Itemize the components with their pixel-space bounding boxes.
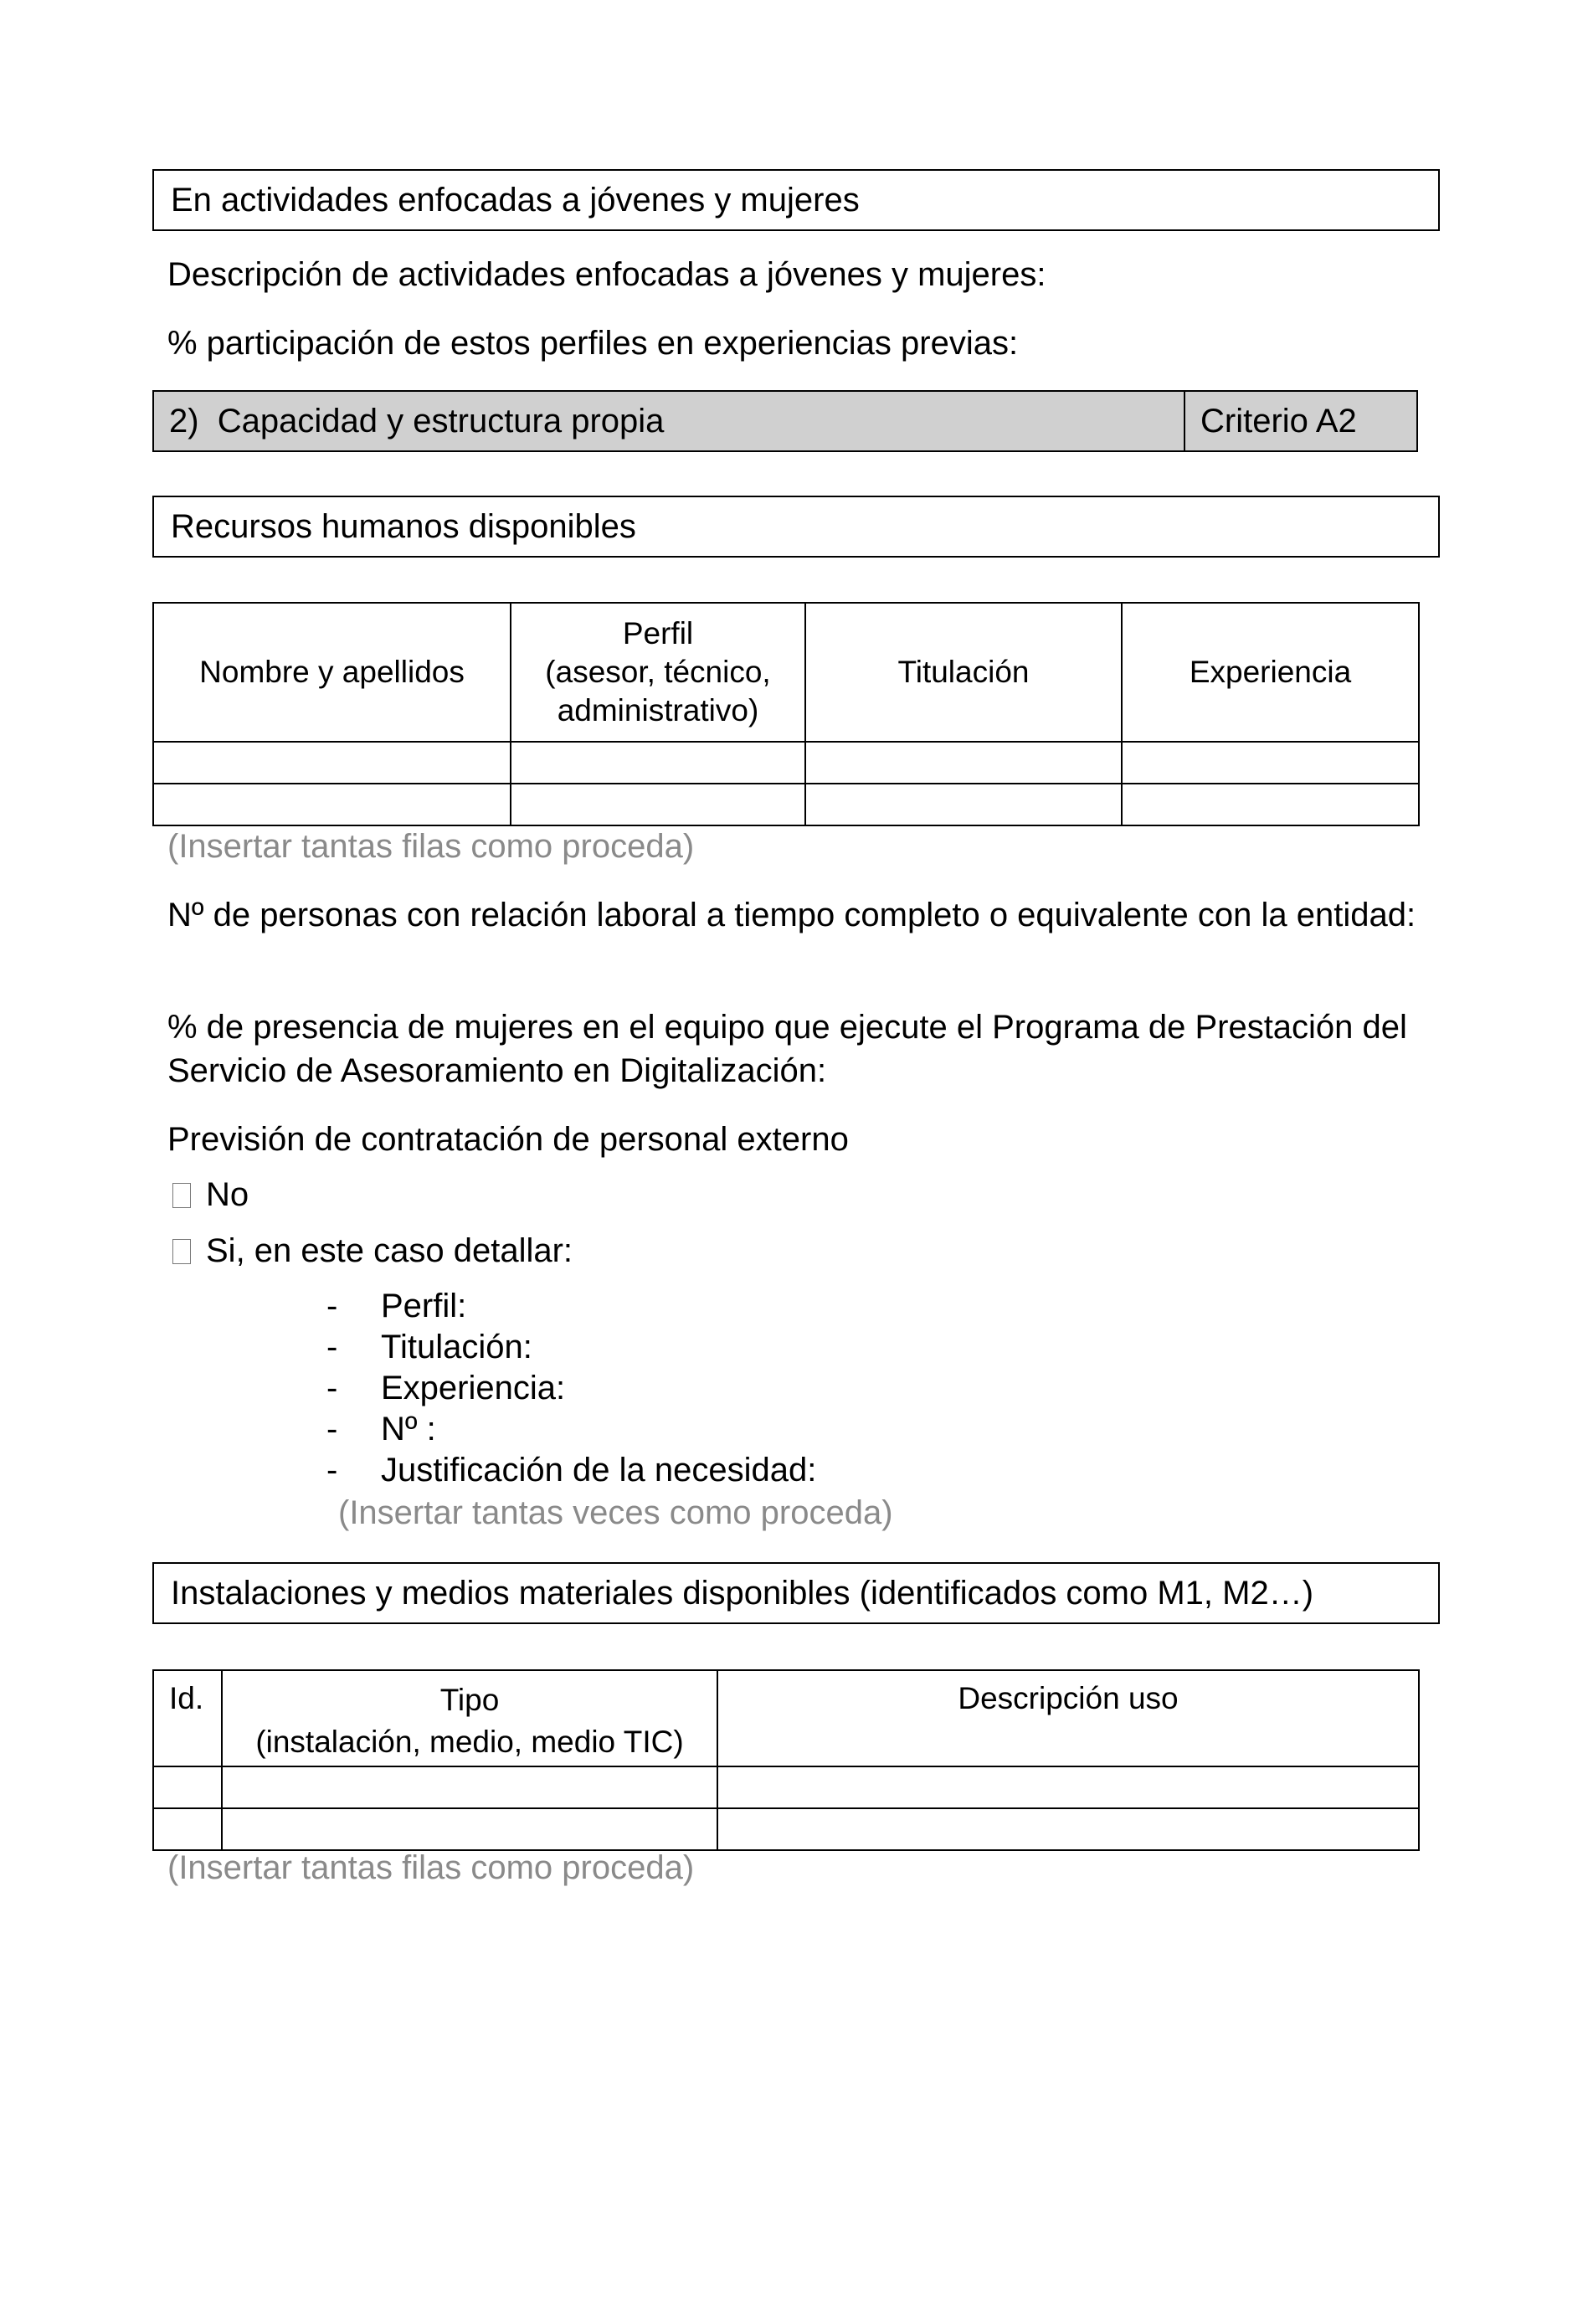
participation-label: % participación de estos perfiles en experiencias previas: — [167, 325, 1019, 362]
human-resources-title: Recursos humanos disponibles — [171, 508, 636, 545]
header-type-line2: (instalación, medio, medio TIC) — [255, 1725, 684, 1759]
table-row — [153, 742, 1419, 784]
table-cell[interactable] — [222, 1808, 717, 1850]
table-cell[interactable] — [805, 742, 1122, 784]
insert-times-note: (Insertar tantas veces como proceda) — [338, 1494, 893, 1531]
table-row — [153, 1808, 1419, 1850]
header-id — [153, 1670, 222, 1766]
section-header — [152, 390, 1418, 452]
table-row — [153, 1766, 1419, 1808]
hiring-details-list — [326, 1286, 816, 1491]
external-hiring-label: Previsión de contratación de personal externo — [167, 1121, 849, 1158]
facilities-title: Instalaciones y medios materiales disponibles (identificados como M1, M2…) — [171, 1575, 1314, 1612]
option-no-label: No — [206, 1176, 249, 1213]
option-yes-label: Si, en este caso detallar: — [206, 1232, 573, 1269]
list-item: - Justificación de la necesidad: — [326, 1452, 817, 1488]
people-count-label: Nº de personas con relación laboral a tiempo completo o equivalente con la entidad: — [167, 897, 1416, 933]
women-presence-label: % de presencia de mujeres en el equipo que ejecute el Programa de Prestación del Servicio de Asesoramiento en Digitalización: — [167, 1009, 1407, 1089]
header-profile-line1: Perfil — [622, 616, 694, 650]
header-name: Nombre y apellidos — [153, 603, 511, 742]
checkbox-icon[interactable] — [172, 1183, 191, 1208]
human-resources-box — [152, 496, 1440, 558]
table-cell[interactable] — [153, 742, 511, 784]
youth-women-activities-title: En actividades enfocadas a jóvenes y mujeres — [171, 182, 860, 219]
facilities-table — [152, 1669, 1420, 1851]
table-cell[interactable] — [511, 784, 805, 825]
detail-profile: Perfil: — [381, 1288, 467, 1324]
list-item: - Perfil: — [326, 1288, 467, 1324]
section-title — [154, 392, 1185, 450]
header-type-line1: Tipo — [439, 1683, 500, 1717]
detail-number: Nº : — [381, 1411, 436, 1447]
human-resources-table — [152, 602, 1420, 826]
activities-description-label: Descripción de actividades enfocadas a jóvenes y mujeres: — [167, 256, 1046, 293]
criterion-text: Criterio A2 — [1200, 403, 1357, 440]
table-header-row — [153, 603, 1419, 742]
table-cell[interactable] — [153, 784, 511, 825]
header-description — [717, 1670, 1419, 1766]
option-no[interactable] — [172, 1174, 249, 1216]
detail-justification: Justificación de la necesidad: — [381, 1452, 817, 1488]
table-header-row — [153, 1670, 1419, 1766]
header-experience: Experiencia — [1122, 603, 1419, 742]
facilities-box — [152, 1562, 1440, 1624]
header-profile — [511, 603, 805, 742]
table-cell[interactable] — [805, 784, 1122, 825]
table-cell[interactable] — [153, 1808, 222, 1850]
table-cell[interactable] — [511, 742, 805, 784]
table-cell[interactable] — [222, 1766, 717, 1808]
list-item: - Titulación: — [326, 1329, 532, 1365]
header-profile-line2: (asesor, técnico, — [545, 655, 771, 689]
insert-rows-note: (Insertar tantas filas como proceda) — [167, 828, 695, 865]
header-profile-line3: administrativo) — [557, 693, 759, 728]
option-yes[interactable] — [172, 1230, 573, 1272]
table-row — [153, 784, 1419, 825]
list-item: - Nº : — [326, 1411, 436, 1447]
section-title-text: 2) Capacidad y estructura propia — [169, 403, 665, 440]
header-description-text: Descripción uso — [958, 1681, 1179, 1715]
detail-experience: Experiencia: — [381, 1370, 566, 1406]
header-degree: Titulación — [805, 603, 1122, 742]
list-item: - Experiencia: — [326, 1370, 566, 1406]
table-cell[interactable] — [717, 1808, 1419, 1850]
table-cell[interactable] — [717, 1766, 1419, 1808]
table-cell[interactable] — [153, 1766, 222, 1808]
header-id-text: Id. — [169, 1681, 204, 1715]
detail-degree: Titulación: — [381, 1329, 532, 1365]
criterion-label — [1185, 392, 1416, 450]
table-cell[interactable] — [1122, 742, 1419, 784]
checkbox-icon[interactable] — [172, 1239, 191, 1264]
facilities-insert-rows-note: (Insertar tantas filas como proceda) — [167, 1849, 695, 1886]
header-type — [222, 1670, 717, 1766]
youth-women-activities-box — [152, 169, 1440, 231]
table-cell[interactable] — [1122, 784, 1419, 825]
